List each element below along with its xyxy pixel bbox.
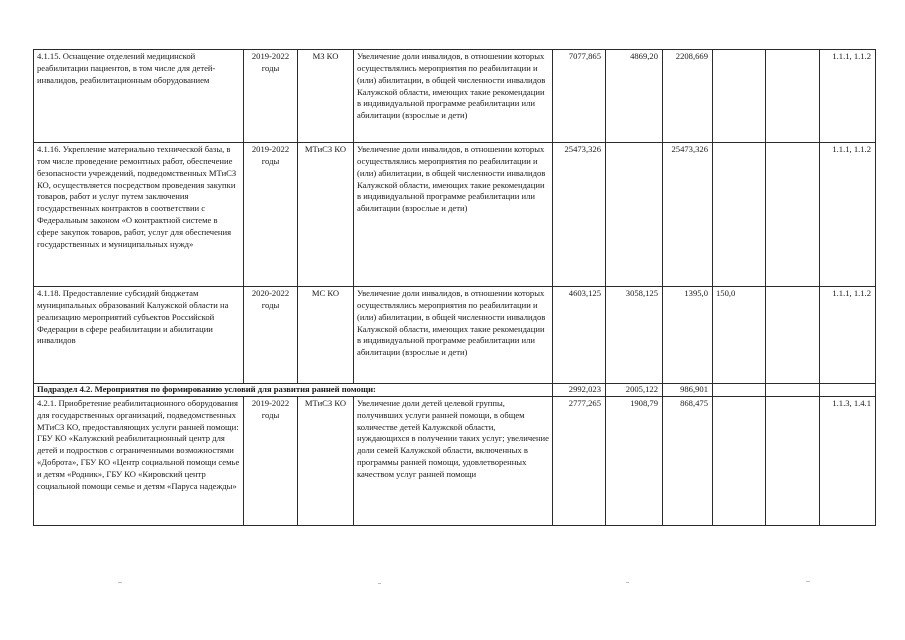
year4-cell: [766, 50, 820, 143]
table-row: [34, 287, 876, 384]
executor-cell: МТиСЗ КО: [298, 396, 354, 525]
scan-speck: [118, 582, 122, 583]
subsection-year2-cell: 986,901: [663, 384, 713, 397]
year2-cell: 1395,0: [663, 287, 713, 384]
period-cell: 2019-2022 годы: [244, 143, 298, 287]
total-cell: 4603,125: [553, 287, 606, 384]
subsection-year3-cell: [713, 384, 766, 397]
subsection-year1-cell: 2005,122: [606, 384, 663, 397]
year3-cell: [713, 50, 766, 143]
executor-cell: МТиСЗ КО: [298, 143, 354, 287]
year3-cell: 150,0: [713, 287, 766, 384]
program-measures-table: [33, 49, 876, 526]
measure-cell: 4.2.1. Приобретение реабилитационного оборудования для государственных организаций, подведомственных МТиСЗ КО, предоставляющих услуги ранней помощи: ГБУ КО «Калужский реабилитационный центр для детей и подростков с ограниченными возможностями «Доброта», ГБУ КО «Центр социальной помощи семье и детям «Родник», ГБУ КО «Кировский центр социальной помощи семье и детям «Паруса надежды»: [34, 396, 244, 525]
indicator-cell: Увеличение доли детей целевой группы, получивших услуги ранней помощи, в общем количестве детей Калужской области, нуждающихся в получении таких услуг; увеличение доли семей Калужской области, включенных в программы ранней помощи, удовлетворенных качеством услуг ранней помощи: [354, 396, 553, 525]
subsection-title: Подраздел 4.2. Мероприятия по формированию условий для развития ранней помощи:: [34, 384, 553, 397]
total-cell: 7077,865: [553, 50, 606, 143]
measure-cell: 4.1.15. Оснащение отделений медицинской реабилитации пациентов, в том числе для детей-инвалидов, реабилитационным оборудованием: [34, 50, 244, 143]
table-row: [34, 143, 876, 287]
table-row: [34, 396, 876, 525]
target-ref-cell: 1.1.1, 1.1.2: [820, 50, 876, 143]
measure-cell: 4.1.18. Предоставление субсидий бюджетам муниципальных образований Калужской области на реализацию мероприятий субъектов Российской Федерации в сфере реабилитации и абилитации инвалидов: [34, 287, 244, 384]
year4-cell: [766, 396, 820, 525]
executor-cell: МЗ КО: [298, 50, 354, 143]
indicator-cell: Увеличение доли инвалидов, в отношении которых осуществлялись мероприятия по реабилитации и (или) абилитации, в общей численности инвалидов Калужской области, имеющих такие рекомендации в индивидуальной программе реабилитации или абилитации (взрослые и дети): [354, 50, 553, 143]
scan-speck: [626, 582, 629, 583]
year1-cell: [606, 143, 663, 287]
year3-cell: [713, 396, 766, 525]
year1-cell: 3058,125: [606, 287, 663, 384]
period-cell: 2019-2022 годы: [244, 50, 298, 143]
executor-cell: МС КО: [298, 287, 354, 384]
measure-cell: 4.1.16. Укрепление материально технической базы, в том числе проведение ремонтных работ, обеспечение безопасности учреждений, подведомственных МТиСЗ КО, осуществляется посредством проведения закупки товаров, работ и услуг путем заключения государственных контрактов в соответствии с Федеральным законом «О контрактной системе в сфере закупок товаров, работ, услуг для обеспечения государственных и муниципальных нужд»: [34, 143, 244, 287]
total-cell: 25473,326: [553, 143, 606, 287]
year4-cell: [766, 143, 820, 287]
subsection-year4-cell: [766, 384, 820, 397]
indicator-cell: Увеличение доли инвалидов, в отношении которых осуществлялись мероприятия по реабилитации и (или) абилитации, в общей численности инвалидов Калужской области, имеющих такие рекомендации в индивидуальной программе реабилитации или абилитации (взрослые и дети): [354, 287, 553, 384]
year2-cell: 868,475: [663, 396, 713, 525]
subsection-empty-cell: [820, 384, 876, 397]
total-cell: 2777,265: [553, 396, 606, 525]
table-row: [34, 50, 876, 143]
subsection-total-cell: 2992,023: [553, 384, 606, 397]
target-ref-cell: 1.1.1, 1.1.2: [820, 143, 876, 287]
scan-speck: [378, 583, 381, 584]
period-cell: 2020-2022 годы: [244, 287, 298, 384]
scan-speck: [806, 581, 810, 582]
year3-cell: [713, 143, 766, 287]
target-ref-cell: 1.1.3, 1.4.1: [820, 396, 876, 525]
year1-cell: 1908,79: [606, 396, 663, 525]
year4-cell: [766, 287, 820, 384]
period-cell: 2019-2022 годы: [244, 396, 298, 525]
subsection-row: [34, 384, 876, 397]
indicator-cell: Увеличение доли инвалидов, в отношении которых осуществлялись мероприятия по реабилитации и (или) абилитации, в общей численности инвалидов Калужской области, имеющих такие рекомендации в индивидуальной программе реабилитации или абилитации (взрослые и дети): [354, 143, 553, 287]
year1-cell: 4869,20: [606, 50, 663, 143]
target-ref-cell: 1.1.1, 1.1.2: [820, 287, 876, 384]
year2-cell: 2208,669: [663, 50, 713, 143]
year2-cell: 25473,326: [663, 143, 713, 287]
